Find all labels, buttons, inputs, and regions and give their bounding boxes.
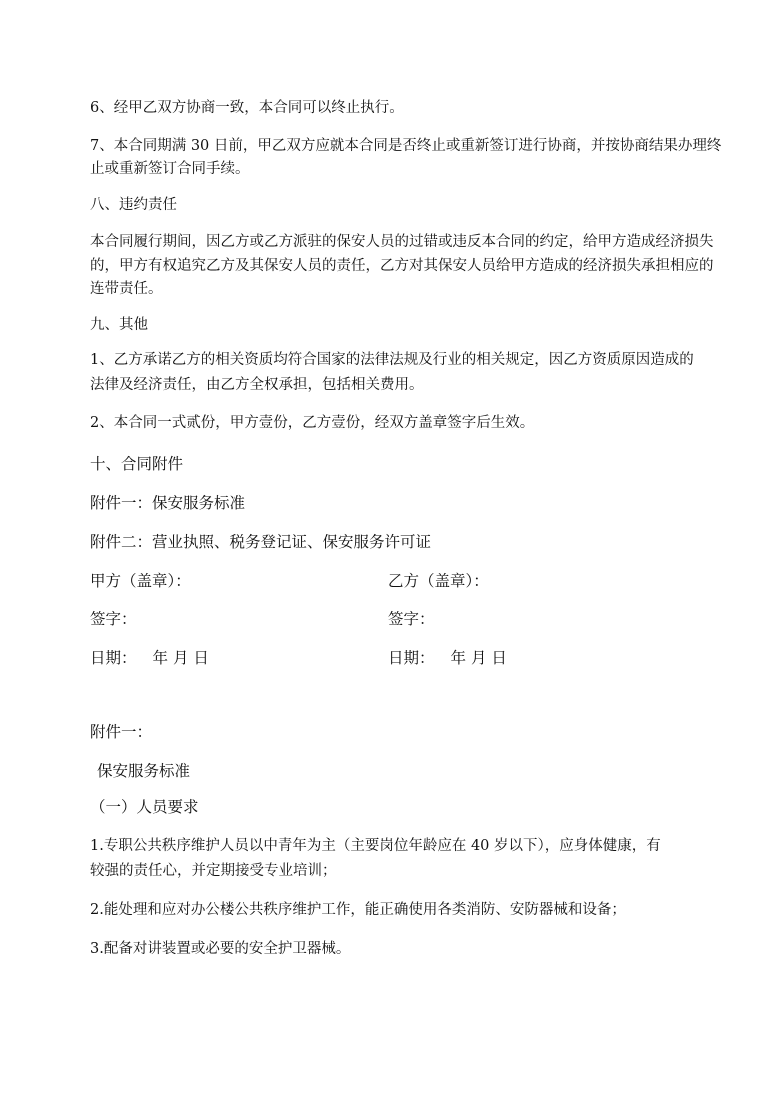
attachment-1: 附件一：保安服务标准 <box>90 494 246 512</box>
section-9-item-1-line-2: 法律及经济责任，由乙方全权承担，包括相关费用。 <box>90 377 424 393</box>
attachment-2: 附件二：营业执照、税务登记证、保安服务许可证 <box>90 533 432 551</box>
party-b-date <box>388 648 507 668</box>
appendix-title: 附件一： <box>90 723 153 741</box>
clause-7-line-1: 7、本合同期满 30 日前，甲乙双方应就本合同是否终止或重新签订进行协商，并按协商结果办理终 <box>90 138 722 154</box>
party-a-date <box>90 648 209 668</box>
party-a-seal-label: 甲方（盖章）： <box>90 572 191 590</box>
date-fields: 年 月 日 <box>450 649 507 667</box>
party-a-sign-label: 签字： <box>90 610 137 628</box>
party-b-sign-label: 签字： <box>388 610 435 628</box>
date-fields: 年 月 日 <box>152 649 209 667</box>
requirement-1-line-2: 较强的责任心，并定期接受专业培训； <box>90 863 337 879</box>
section-8-para-line-1: 本合同履行期间，因乙方或乙方派驻的保安人员的过错或违反本合同的约定，给甲方造成经济损失 <box>90 234 714 250</box>
requirement-3: 3.配备对讲装置或必要的安全护卫器械。 <box>90 941 351 957</box>
clause-6: 6、经甲乙双方协商一致，本合同可以终止执行。 <box>90 100 404 116</box>
party-b-seal-label: 乙方（盖章）： <box>388 572 489 590</box>
date-label: 日期： <box>388 649 435 667</box>
section-9-item-1-line-1: 1、乙方承诺乙方的相关资质均符合国家的法律法规及行业的相关规定，因乙方资质原因造成的 <box>90 352 694 368</box>
section-9-item-2: 2、本合同一式贰份，甲方壹份，乙方壹份，经双方盖章签字后生效。 <box>90 415 535 431</box>
appendix-subtitle: 保安服务标准 <box>97 762 191 780</box>
section-8-heading: 八、违约责任 <box>90 197 177 213</box>
section-8-para-line-3: 连带责任。 <box>90 281 163 297</box>
clause-7-line-2: 止或重新签订合同手续。 <box>90 161 250 177</box>
section-10-heading: 十、合同附件 <box>90 455 184 473</box>
appendix-section-1-heading: （一）人员要求 <box>90 798 199 816</box>
requirement-1-line-1: 1.专职公共秩序维护人员以中青年为主（主要岗位年龄应在 40 岁以下），应身体健康，有 <box>90 838 661 854</box>
section-9-heading: 九、其他 <box>90 317 148 333</box>
date-label: 日期： <box>90 649 137 667</box>
requirement-2: 2.能处理和应对办公楼公共秩序维护工作，能正确使用各类消防、安防器械和设备； <box>90 902 626 918</box>
section-8-para-line-2: 的，甲方有权追究乙方及其保安人员的责任，乙方对其保安人员给甲方造成的经济损失承担相应的 <box>90 258 714 274</box>
